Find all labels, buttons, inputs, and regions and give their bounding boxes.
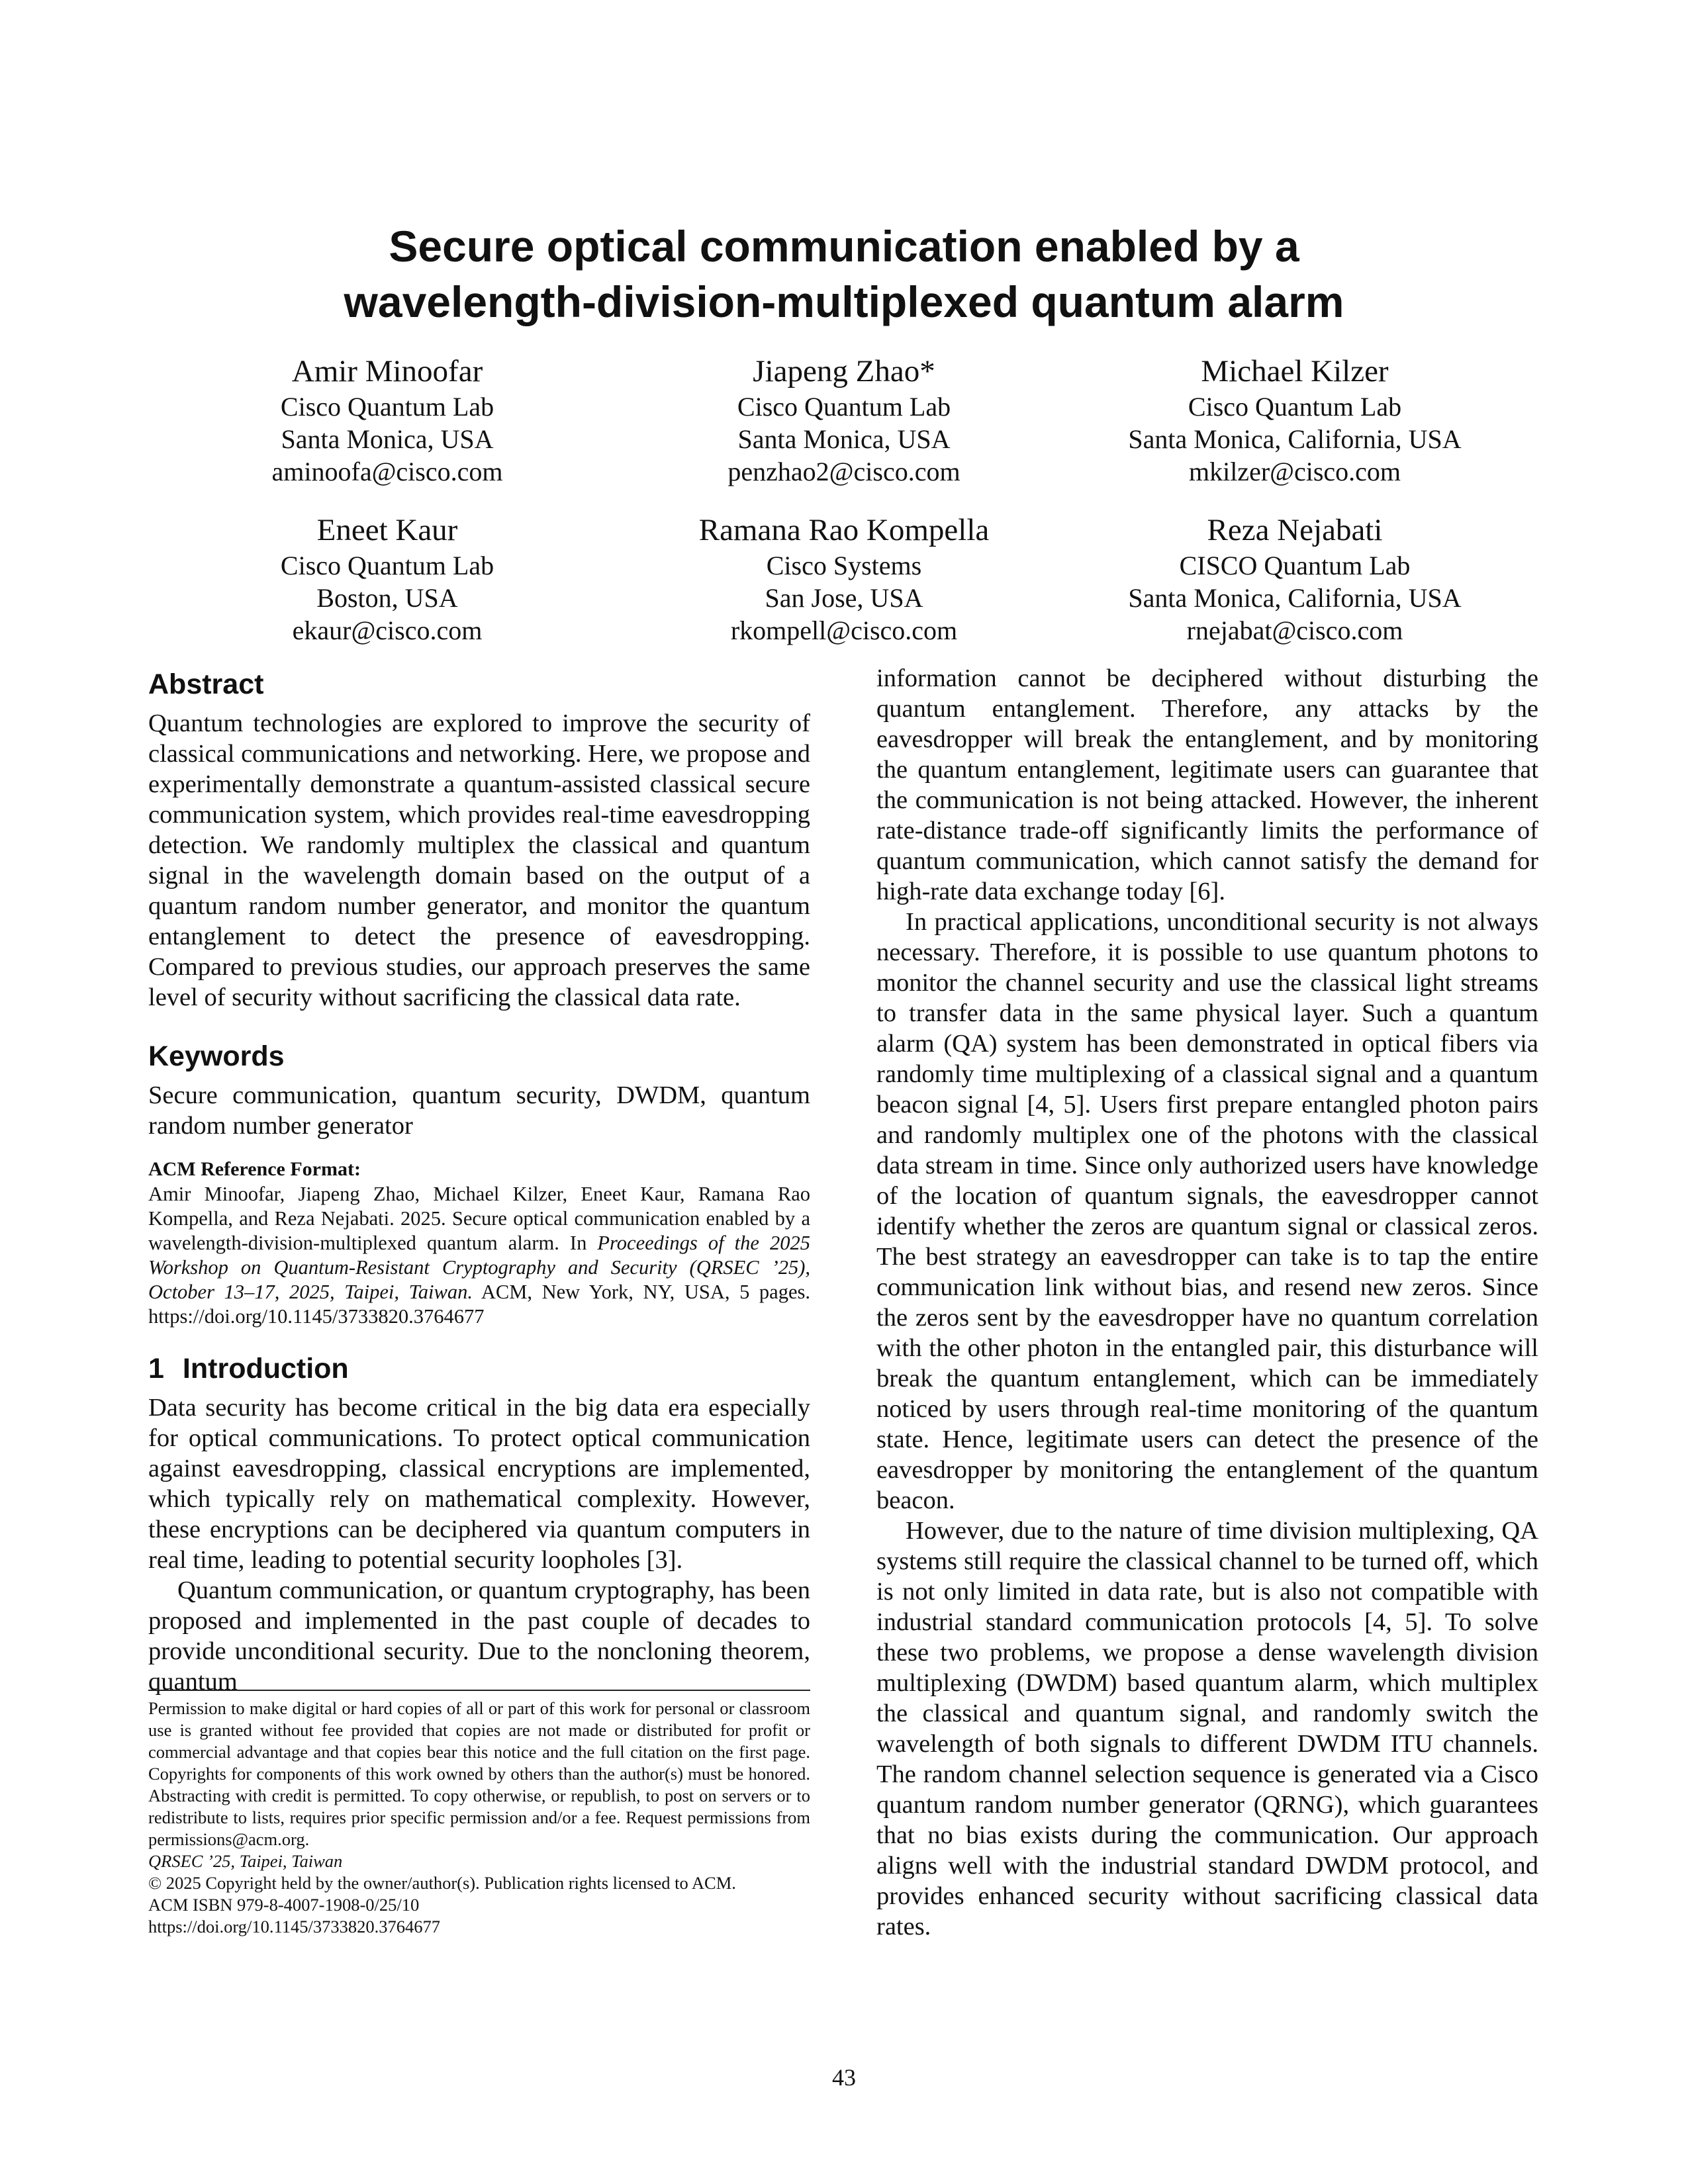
author-name: Ramana Rao Kompella xyxy=(698,513,990,547)
introduction-paragraph-2: Quantum communication, or quantum cryptography, has been proposed and implemented in the past couple of decades to provide unconditional security. Due to the noncloning theorem, quantum xyxy=(148,1576,810,1696)
author-affiliation: Cisco Systems xyxy=(766,551,922,580)
author-email[interactable]: mkilzer@cisco.com xyxy=(1188,457,1401,486)
author-location: Boston, USA xyxy=(316,583,458,613)
author-name: Reza Nejabati xyxy=(1207,513,1383,547)
author-email[interactable]: ekaur@cisco.com xyxy=(292,615,483,645)
author-affiliation: CISCO Quantum Lab xyxy=(1179,551,1411,580)
author-block xyxy=(592,511,1096,647)
author-name: Michael Kilzer xyxy=(1201,354,1389,388)
acm-reference-text xyxy=(148,1182,810,1329)
left-column xyxy=(148,662,810,1697)
section-number: 1 xyxy=(148,1353,164,1385)
acm-reference-publisher: ACM, New York, NY, USA, 5 pages. https://doi.org/10.1145/3733820.3764677 xyxy=(148,1281,810,1328)
introduction-paragraph-1: Data security has become critical in the big data era especially for optical communications. To protect optical communication against eavesdropping, classical encryptions are implemented, which typically rely on mathematical complexity. However, these encryptions can be deciphered via quantum computers in real time, leading to potential security loopholes [3]. xyxy=(148,1394,810,1574)
right-paragraph-2: In practical applications, unconditional security is not always necessary. Therefore, it is possible to use quantum photons to monitor the channel security and use the classical light streams to transfer data in the same physical layer. Such a quantum alarm (QA) system has been demonstrated in optical fibers via randomly time multiplexing of a classical signal and a quantum beacon signal [4, 5]. Users first prepare entangled photon pairs and randomly multiplex one of the photons with the classical data stream in time. Since only authorized users have knowledge of the location of quantum signals, the eavesdropper cannot identify whether the zeros are quantum signal or classical zeros. The best strategy an eavesdropper can take is to tap the entire communication link without bias, and resend new zeros. Since the zeros sent by the eavesdropper have no quantum correlation with the other photon in the entangled pair, this disturbance will break the quantum entanglement, which can be immediately noticed by users through real-time monitoring of the quantum state. Hence, legitimate users can detect the presence of the eavesdropper by monitoring the entanglement of the quantum beacon. xyxy=(876,908,1538,1514)
author-name: Amir Minoofar xyxy=(291,354,483,388)
author-email[interactable]: penzhao2@cisco.com xyxy=(727,457,961,486)
author-location: San Jose, USA xyxy=(765,583,923,613)
title-line-2: wavelength-division-multiplexed quantum alarm xyxy=(344,277,1344,326)
author-block xyxy=(1043,352,1546,488)
author-name: Eneet Kaur xyxy=(316,513,458,547)
author-location: Santa Monica, USA xyxy=(281,424,494,454)
keywords-text: Secure communication, quantum security, DWDM, quantum random number generator xyxy=(148,1081,810,1140)
author-block xyxy=(1043,511,1546,647)
page-number: 43 xyxy=(832,2064,856,2091)
author-email[interactable]: rnejabat@cisco.com xyxy=(1186,615,1403,645)
paper-title xyxy=(0,218,1688,330)
acm-reference-authors: Amir Minoofar, Jiapeng Zhao, Michael Kilzer, Eneet Kaur, Ramana Rao Kompella, and Reza Nejabati. 2025. Secure optical communication enabled by a wavelength-division-multiplexed quantum alarm. In xyxy=(148,1183,810,1254)
abstract-heading: Abstract xyxy=(148,668,264,700)
keywords-heading: Keywords xyxy=(148,1040,285,1072)
right-paragraph-3: However, due to the nature of time division multiplexing, QA systems still require the classical channel to be turned off, which is not only limited in data rate, but is also not compatible with industrial standard communication protocols [4, 5]. To solve these two problems, we propose a dense wavelength division multiplexing (DWDM) based quantum alarm, which multiplex the classical and quantum signal, and randomly switch the wavelength of both signals to different DWDM ITU channels. The random channel selection sequence is generated via a Cisco quantum random number generator (QRNG), which guarantees that no bias exists during the communication. Our approach aligns well with the industrial standard DWDM protocol, and provides enhanced security without sacrificing classical data rates. xyxy=(876,1517,1538,1940)
copyright-footnote xyxy=(148,1690,810,1938)
footnote-isbn: ACM ISBN 979-8-4007-1908-0/25/10 xyxy=(148,1895,420,1915)
title-line-1: Secure optical communication enabled by a xyxy=(389,222,1299,271)
author-name: Jiapeng Zhao* xyxy=(753,354,935,388)
author-affiliation: Cisco Quantum Lab xyxy=(280,392,494,422)
author-block xyxy=(136,352,639,488)
author-email[interactable]: rkompell@cisco.com xyxy=(730,615,958,645)
author-email[interactable]: aminoofa@cisco.com xyxy=(271,457,503,486)
section-title: Introduction xyxy=(182,1353,349,1385)
author-block xyxy=(136,511,639,647)
footnote-doi[interactable]: https://doi.org/10.1145/3733820.3764677 xyxy=(148,1917,440,1936)
author-affiliation: Cisco Quantum Lab xyxy=(737,392,951,422)
right-column xyxy=(876,663,1538,1942)
acm-reference-heading: ACM Reference Format: xyxy=(148,1158,361,1180)
introduction-heading xyxy=(148,1351,810,1386)
author-location: Santa Monica, California, USA xyxy=(1128,424,1462,454)
abstract-text: Quantum technologies are explored to improve the security of classical communications and networking. Here, we propose and experimentally demonstrate a quantum-assisted classical secure communication system, which provides real-time eavesdropping detection. We randomly multiplex the classical and quantum signal in the wavelength domain based on the output of a quantum random number generator, and monitor the quantum entanglement to detect the presence of eavesdropping. Compared to previous studies, our approach preserves the same level of security without sacrificing the classical data rate. xyxy=(148,709,810,1011)
author-location: Santa Monica, USA xyxy=(737,424,951,454)
acm-reference-venue: Proceedings of the 2025 Workshop on Quantum-Resistant Cryptography and Security (QRSEC ’25), October 13–17, 2025, Taipei, Taiwan. xyxy=(148,1232,810,1303)
footnote-venue: QRSEC ’25, Taipei, Taiwan xyxy=(148,1851,343,1871)
permission-notice: Permission to make digital or hard copies of all or part of this work for personal or classroom use is granted without fee provided that copies are not made or distributed for profit or commercial advantage and that copies bear this notice and the full citation on the first page. Copyrights for components of this work owned by others than the author(s) must be honored. Abstracting with credit is permitted. To copy otherwise, or republish, to post on servers or to redistribute to lists, requires prior specific permission and/or a fee. Request permissions from permissions@acm.org. xyxy=(148,1698,810,1849)
author-block xyxy=(592,352,1096,488)
author-affiliation: Cisco Quantum Lab xyxy=(1188,392,1402,422)
footnote-copyright: © 2025 Copyright held by the owner/author(s). Publication rights licensed to ACM. xyxy=(148,1873,736,1893)
author-location: Santa Monica, California, USA xyxy=(1128,583,1462,613)
right-paragraph-1: information cannot be deciphered without disturbing the quantum entanglement. Therefore, any attacks by the eavesdropper will break the entanglement, and by monitoring the quantum entanglement, legitimate users can guarantee that the communication is not being attacked. However, the inherent rate-distance trade-off significantly limits the performance of quantum communication, which cannot satisfy the demand for high-rate data exchange today [6]. xyxy=(876,664,1538,905)
author-affiliation: Cisco Quantum Lab xyxy=(280,551,494,580)
